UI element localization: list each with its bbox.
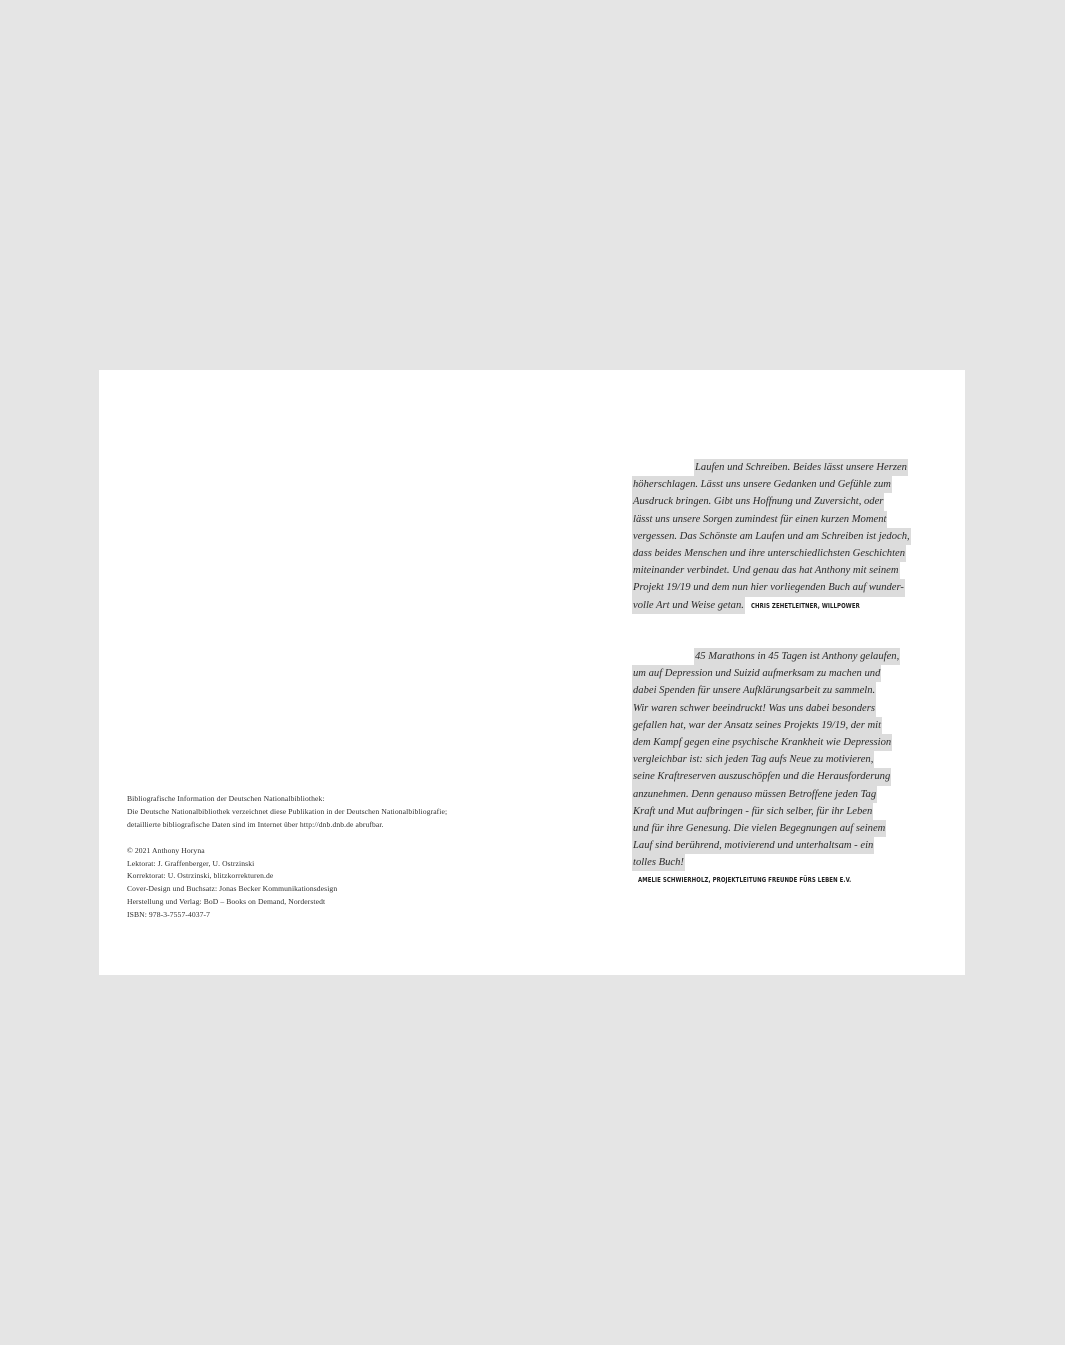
quote-line: Laufen und Schreiben. Beides lässt unsere Herzen xyxy=(694,459,908,476)
quote-line: Wir waren schwer beeindruckt! Was uns dabei besonders xyxy=(632,700,876,717)
quote-attribution: AMELIE SCHWIERHOLZ, PROJEKTLEITUNG FREUNDE FÜRS LEBEN E.V. xyxy=(638,876,852,885)
imprint-line: © 2021 Anthony Horyna xyxy=(127,845,205,855)
quote-line: und für ihre Genesung. Die vielen Begegnungen auf seinem xyxy=(632,820,886,837)
quote-line: anzunehmen. Denn genauso müssen Betroffene jeden Tag xyxy=(632,786,877,803)
book-spread xyxy=(99,370,965,975)
quote-line: Ausdruck bringen. Gibt uns Hoffnung und Zuversicht, oder xyxy=(632,493,884,510)
quote-line: vergleichbar ist: sich jeden Tag aufs Neue zu motivieren, xyxy=(632,751,874,768)
testimonial-quote xyxy=(632,648,932,885)
quote-line: gefallen hat, war der Ansatz seines Projekts 19/19, der mit xyxy=(632,717,882,734)
imprint-line: Lektorat: J. Graffenberger, U. Ostrzinski xyxy=(127,858,255,868)
imprint-line: detaillierte bibliografische Daten sind im Internet über http://dnb.dnb.de abrufbar. xyxy=(127,819,384,829)
quote-line: dass beides Menschen und ihre unterschiedlichsten Geschichten xyxy=(632,545,906,562)
quote-line: dem Kampf gegen eine psychische Krankheit wie Depression xyxy=(632,734,892,751)
quote-line: 45 Marathons in 45 Tagen ist Anthony gelaufen, xyxy=(694,648,900,665)
quote-line: Kraft und Mut aufbringen - für sich selber, für ihr Leben xyxy=(632,803,873,820)
quote-line: höherschlagen. Lässt uns unsere Gedanken und Gefühle zum xyxy=(632,476,892,493)
quote-line: Lauf sind berührend, motivierend und unterhaltsam - ein xyxy=(632,837,874,854)
quote-line: vergessen. Das Schönste am Laufen und am Schreiben ist jedoch, xyxy=(632,528,911,545)
quote-attribution: CHRIS ZEHETLEITNER, WILLPOWER xyxy=(750,601,860,610)
imprint-line: Bibliografische Information der Deutschen Nationalbibliothek: xyxy=(127,794,325,803)
quote-line: dabei Spenden für unsere Aufklärungsarbeit zu sammeln. xyxy=(632,682,876,699)
quote-line: Projekt 19/19 und dem nun hier vorliegenden Buch auf wunder- xyxy=(632,579,905,596)
imprint-block xyxy=(127,793,497,922)
imprint-line: Die Deutsche Nationalbibliothek verzeichnet diese Publikation in der Deutschen Nationalbibliografie; xyxy=(127,806,448,816)
imprint-spacer xyxy=(127,832,497,845)
testimonial-quote xyxy=(632,459,932,614)
quote-line: seine Kraftreserven auszuschöpfen und die Herausforderung xyxy=(632,768,891,785)
imprint-line: Korrektorat: U. Ostrzinski, blitzkorrekturen.de xyxy=(127,871,274,881)
imprint-line: ISBN: 978-3-7557-4037-7 xyxy=(127,910,211,920)
quote-line: miteinander verbindet. Und genau das hat Anthony mit seinem xyxy=(632,562,900,579)
imprint-line: Herstellung und Verlag: BoD – Books on Demand, Norderstedt xyxy=(127,897,326,907)
imprint-line: Cover-Design und Buchsatz: Jonas Becker Kommunikationsdesign xyxy=(127,884,338,894)
quote-line: volle Art und Weise getan. xyxy=(632,597,745,614)
quote-line: lässt uns unsere Sorgen zumindest für einen kurzen Moment xyxy=(632,511,887,528)
quote-line: tolles Buch! xyxy=(632,854,685,871)
quote-line: um auf Depression und Suizid aufmerksam zu machen und xyxy=(632,665,881,682)
